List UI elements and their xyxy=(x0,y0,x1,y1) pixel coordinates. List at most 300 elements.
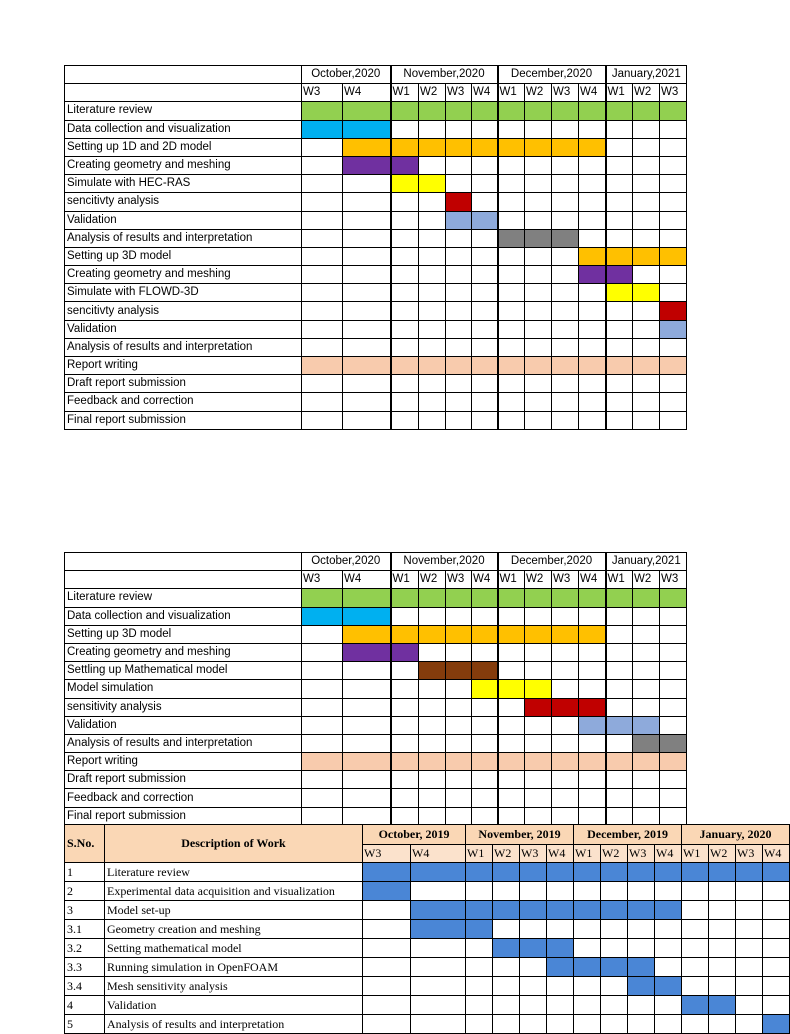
timeline-cell xyxy=(419,266,446,284)
timeline-cell xyxy=(419,589,446,607)
schedule-timeline-cell xyxy=(574,939,601,958)
task-label: Feedback and correction xyxy=(65,393,302,411)
task-label: Analysis of results and interpretation xyxy=(65,734,302,752)
schedule-timeline-cell xyxy=(736,958,763,977)
timeline-cell xyxy=(472,411,498,429)
timeline-cell xyxy=(472,284,498,302)
timeline-cell xyxy=(419,698,446,716)
timeline-cell xyxy=(498,698,525,716)
timeline-cell xyxy=(446,211,472,229)
timeline-cell xyxy=(660,393,687,411)
corner-cell xyxy=(65,66,302,84)
corner-cell xyxy=(65,571,302,589)
task-row xyxy=(65,193,687,211)
timeline-cell xyxy=(579,607,606,625)
timeline-cell xyxy=(660,807,687,825)
timeline-cell xyxy=(391,375,419,393)
schedule-timeline-cell xyxy=(520,1015,547,1034)
timeline-cell xyxy=(391,771,419,789)
timeline-cell xyxy=(446,156,472,174)
timeline-cell xyxy=(302,229,343,247)
timeline-cell xyxy=(391,211,419,229)
corner-cell xyxy=(65,553,302,571)
timeline-cell xyxy=(446,102,472,120)
timeline-cell xyxy=(552,753,579,771)
timeline-cell xyxy=(419,734,446,752)
task-label: Data collection and visualization xyxy=(65,120,302,138)
timeline-cell xyxy=(419,680,446,698)
schedule-timeline-cell xyxy=(547,863,574,882)
schedule-timeline-cell xyxy=(682,920,709,939)
timeline-cell xyxy=(633,411,660,429)
timeline-cell xyxy=(579,138,606,156)
timeline-cell xyxy=(525,411,552,429)
schedule-timeline-cell xyxy=(709,863,736,882)
schedule-week-header: W1 xyxy=(574,845,601,863)
schedule-timeline-cell xyxy=(601,920,628,939)
schedule-timeline-cell xyxy=(466,996,493,1015)
schedule-month-header: January, 2020 xyxy=(682,825,790,845)
timeline-cell xyxy=(552,338,579,356)
timeline-cell xyxy=(498,138,525,156)
task-row xyxy=(65,102,687,120)
sno-cell: 3.2 xyxy=(65,939,105,958)
timeline-cell xyxy=(302,589,343,607)
timeline-cell xyxy=(579,753,606,771)
timeline-cell xyxy=(606,411,633,429)
timeline-cell xyxy=(579,734,606,752)
schedule-week-header: W2 xyxy=(493,845,520,863)
task-row xyxy=(65,284,687,302)
timeline-cell xyxy=(606,662,633,680)
timeline-cell xyxy=(446,284,472,302)
task-label: Report writing xyxy=(65,753,302,771)
timeline-cell xyxy=(498,607,525,625)
timeline-cell xyxy=(660,643,687,661)
sno-cell: 3.3 xyxy=(65,958,105,977)
timeline-cell xyxy=(525,266,552,284)
timeline-cell xyxy=(660,716,687,734)
schedule-timeline-cell xyxy=(628,939,655,958)
timeline-cell xyxy=(472,175,498,193)
timeline-cell xyxy=(552,120,579,138)
timeline-cell xyxy=(579,789,606,807)
timeline-cell xyxy=(525,680,552,698)
timeline-cell xyxy=(633,753,660,771)
week-header: W1 xyxy=(498,571,525,589)
schedule-week-header: W4 xyxy=(655,845,682,863)
task-row xyxy=(65,138,687,156)
timeline-cell xyxy=(552,284,579,302)
schedule-timeline-cell xyxy=(763,996,790,1015)
timeline-cell xyxy=(579,589,606,607)
timeline-cell xyxy=(343,411,391,429)
timeline-cell xyxy=(391,393,419,411)
timeline-cell xyxy=(472,338,498,356)
timeline-cell xyxy=(633,120,660,138)
schedule-timeline-cell xyxy=(709,901,736,920)
sno-cell: 3 xyxy=(65,901,105,920)
timeline-cell xyxy=(498,716,525,734)
week-header: W4 xyxy=(472,571,498,589)
timeline-cell xyxy=(472,753,498,771)
timeline-cell xyxy=(498,357,525,375)
timeline-cell xyxy=(391,138,419,156)
schedule-timeline-cell xyxy=(628,1015,655,1034)
gantt-table-3d xyxy=(64,552,687,826)
week-header: W3 xyxy=(552,84,579,102)
schedule-timeline-cell xyxy=(493,901,520,920)
timeline-cell xyxy=(633,807,660,825)
timeline-cell xyxy=(579,338,606,356)
timeline-cell xyxy=(391,625,419,643)
timeline-cell xyxy=(552,320,579,338)
timeline-cell xyxy=(660,698,687,716)
timeline-cell xyxy=(472,662,498,680)
timeline-cell xyxy=(498,375,525,393)
timeline-cell xyxy=(633,734,660,752)
schedule-timeline-cell xyxy=(682,977,709,996)
timeline-cell xyxy=(419,662,446,680)
timeline-cell xyxy=(633,607,660,625)
schedule-timeline-cell xyxy=(628,920,655,939)
timeline-cell xyxy=(552,156,579,174)
schedule-timeline-cell xyxy=(547,996,574,1015)
schedule-timeline-cell xyxy=(682,958,709,977)
timeline-cell xyxy=(472,716,498,734)
timeline-cell xyxy=(525,393,552,411)
task-label: Feedback and correction xyxy=(65,789,302,807)
timeline-cell xyxy=(343,357,391,375)
timeline-cell xyxy=(660,247,687,265)
timeline-cell xyxy=(660,771,687,789)
schedule-timeline-cell xyxy=(547,977,574,996)
sno-header: S.No. xyxy=(65,825,105,863)
timeline-cell xyxy=(343,156,391,174)
timeline-cell xyxy=(525,247,552,265)
task-label: Setting up 3D model xyxy=(65,247,302,265)
schedule-timeline-cell xyxy=(411,920,466,939)
timeline-cell xyxy=(660,120,687,138)
timeline-cell xyxy=(472,589,498,607)
timeline-cell xyxy=(633,247,660,265)
timeline-cell xyxy=(525,357,552,375)
timeline-cell xyxy=(552,589,579,607)
timeline-cell xyxy=(391,589,419,607)
task-row xyxy=(65,229,687,247)
task-row xyxy=(65,266,687,284)
timeline-cell xyxy=(343,680,391,698)
schedule-timeline-cell xyxy=(709,958,736,977)
schedule-timeline-cell xyxy=(520,882,547,901)
schedule-timeline-cell xyxy=(363,882,411,901)
timeline-cell xyxy=(633,284,660,302)
task-row xyxy=(65,302,687,320)
timeline-cell xyxy=(472,771,498,789)
timeline-cell xyxy=(633,625,660,643)
timeline-cell xyxy=(446,320,472,338)
timeline-cell xyxy=(552,266,579,284)
schedule-timeline-cell xyxy=(363,901,411,920)
timeline-cell xyxy=(660,589,687,607)
timeline-cell xyxy=(606,680,633,698)
timeline-cell xyxy=(419,156,446,174)
schedule-week-header: W4 xyxy=(763,845,790,863)
timeline-cell xyxy=(498,266,525,284)
schedule-timeline-cell xyxy=(601,996,628,1015)
schedule-timeline-cell xyxy=(520,958,547,977)
timeline-cell xyxy=(579,247,606,265)
timeline-cell xyxy=(606,193,633,211)
timeline-cell xyxy=(302,138,343,156)
timeline-cell xyxy=(525,734,552,752)
schedule-timeline-cell xyxy=(628,863,655,882)
timeline-cell xyxy=(446,138,472,156)
schedule-week-header: W3 xyxy=(736,845,763,863)
timeline-cell xyxy=(660,338,687,356)
task-row xyxy=(65,716,687,734)
schedule-week-header: W1 xyxy=(682,845,709,863)
week-header: W4 xyxy=(343,84,391,102)
timeline-cell xyxy=(498,229,525,247)
schedule-timeline-cell xyxy=(601,958,628,977)
timeline-cell xyxy=(391,247,419,265)
schedule-timeline-cell xyxy=(466,901,493,920)
week-header: W4 xyxy=(472,84,498,102)
timeline-cell xyxy=(343,753,391,771)
task-label: Analysis of results and interpretation xyxy=(65,229,302,247)
timeline-cell xyxy=(419,807,446,825)
timeline-cell xyxy=(525,229,552,247)
schedule-timeline-cell xyxy=(763,1015,790,1034)
timeline-cell xyxy=(606,338,633,356)
timeline-cell xyxy=(498,625,525,643)
task-row xyxy=(65,393,687,411)
timeline-cell xyxy=(302,643,343,661)
week-header: W3 xyxy=(552,571,579,589)
timeline-cell xyxy=(472,789,498,807)
timeline-cell xyxy=(525,607,552,625)
timeline-cell xyxy=(446,338,472,356)
timeline-cell xyxy=(606,698,633,716)
task-label: Setting up 3D model xyxy=(65,625,302,643)
timeline-cell xyxy=(446,807,472,825)
schedule-week-header: W4 xyxy=(547,845,574,863)
timeline-cell xyxy=(343,807,391,825)
timeline-cell xyxy=(579,211,606,229)
timeline-cell xyxy=(446,357,472,375)
timeline-cell xyxy=(472,211,498,229)
timeline-cell xyxy=(343,247,391,265)
schedule-timeline-cell xyxy=(709,977,736,996)
schedule-timeline-cell xyxy=(547,901,574,920)
schedule-timeline-cell xyxy=(682,863,709,882)
schedule-timeline-cell xyxy=(601,1015,628,1034)
timeline-cell xyxy=(391,357,419,375)
schedule-timeline-cell xyxy=(709,1015,736,1034)
timeline-cell xyxy=(498,247,525,265)
schedule-timeline-cell xyxy=(763,901,790,920)
task-label: Validation xyxy=(65,320,302,338)
timeline-cell xyxy=(552,375,579,393)
task-row xyxy=(65,375,687,393)
timeline-cell xyxy=(302,320,343,338)
timeline-cell xyxy=(343,193,391,211)
timeline-cell xyxy=(391,266,419,284)
schedule-timeline-cell xyxy=(520,901,547,920)
timeline-cell xyxy=(302,807,343,825)
timeline-cell xyxy=(552,193,579,211)
task-label: Creating geometry and meshing xyxy=(65,266,302,284)
task-row xyxy=(65,771,687,789)
sno-cell: 2 xyxy=(65,882,105,901)
sno-cell: 3.4 xyxy=(65,977,105,996)
schedule-timeline-cell xyxy=(466,977,493,996)
timeline-cell xyxy=(343,211,391,229)
schedule-timeline-cell xyxy=(655,882,682,901)
timeline-cell xyxy=(302,625,343,643)
timeline-cell xyxy=(552,643,579,661)
timeline-cell xyxy=(525,193,552,211)
timeline-cell xyxy=(552,662,579,680)
timeline-cell xyxy=(391,284,419,302)
timeline-cell xyxy=(419,357,446,375)
timeline-cell xyxy=(446,411,472,429)
timeline-cell xyxy=(525,753,552,771)
timeline-cell xyxy=(606,302,633,320)
timeline-cell xyxy=(579,120,606,138)
task-row xyxy=(65,411,687,429)
timeline-cell xyxy=(419,175,446,193)
schedule-timeline-cell xyxy=(547,1015,574,1034)
timeline-cell xyxy=(302,193,343,211)
timeline-cell xyxy=(302,284,343,302)
timeline-cell xyxy=(419,753,446,771)
timeline-cell xyxy=(498,175,525,193)
timeline-cell xyxy=(498,211,525,229)
timeline-cell xyxy=(446,698,472,716)
schedule-timeline-cell xyxy=(709,939,736,958)
timeline-cell xyxy=(525,120,552,138)
schedule-timeline-cell xyxy=(736,882,763,901)
timeline-cell xyxy=(343,138,391,156)
timeline-cell xyxy=(472,247,498,265)
schedule-timeline-cell xyxy=(363,939,411,958)
timeline-cell xyxy=(552,625,579,643)
description-cell: Experimental data acquisition and visualization xyxy=(105,882,363,901)
schedule-timeline-cell xyxy=(574,920,601,939)
timeline-cell xyxy=(343,716,391,734)
timeline-cell xyxy=(391,680,419,698)
timeline-cell xyxy=(552,698,579,716)
schedule-row xyxy=(65,882,790,901)
timeline-cell xyxy=(606,625,633,643)
timeline-cell xyxy=(552,789,579,807)
schedule-timeline-cell xyxy=(709,882,736,901)
week-header: W3 xyxy=(302,84,343,102)
schedule-timeline-cell xyxy=(411,863,466,882)
schedule-timeline-cell xyxy=(411,958,466,977)
timeline-cell xyxy=(606,120,633,138)
schedule-timeline-cell xyxy=(363,863,411,882)
timeline-cell xyxy=(391,607,419,625)
schedule-timeline-cell xyxy=(682,996,709,1015)
timeline-cell xyxy=(472,156,498,174)
timeline-cell xyxy=(343,789,391,807)
timeline-cell xyxy=(633,175,660,193)
schedule-timeline-cell xyxy=(574,863,601,882)
schedule-timeline-cell xyxy=(363,1015,411,1034)
task-row xyxy=(65,753,687,771)
timeline-cell xyxy=(552,302,579,320)
timeline-cell xyxy=(633,662,660,680)
timeline-cell xyxy=(660,320,687,338)
timeline-cell xyxy=(343,662,391,680)
timeline-cell xyxy=(525,138,552,156)
timeline-cell xyxy=(472,102,498,120)
schedule-timeline-cell xyxy=(763,939,790,958)
schedule-timeline-cell xyxy=(520,939,547,958)
schedule-timeline-cell xyxy=(736,1015,763,1034)
sno-cell: 4 xyxy=(65,996,105,1015)
timeline-cell xyxy=(419,625,446,643)
timeline-cell xyxy=(446,393,472,411)
timeline-cell xyxy=(606,753,633,771)
timeline-cell xyxy=(419,411,446,429)
task-label: Draft report submission xyxy=(65,771,302,789)
timeline-cell xyxy=(391,698,419,716)
timeline-cell xyxy=(302,302,343,320)
timeline-cell xyxy=(660,680,687,698)
timeline-cell xyxy=(446,120,472,138)
timeline-cell xyxy=(579,411,606,429)
task-row xyxy=(65,789,687,807)
schedule-timeline-cell xyxy=(547,920,574,939)
task-row xyxy=(65,807,687,825)
timeline-cell xyxy=(446,716,472,734)
schedule-timeline-cell xyxy=(601,882,628,901)
schedule-timeline-cell xyxy=(411,901,466,920)
timeline-cell xyxy=(660,734,687,752)
schedule-timeline-cell xyxy=(763,882,790,901)
timeline-cell xyxy=(525,320,552,338)
timeline-cell xyxy=(660,302,687,320)
week-header: W4 xyxy=(343,571,391,589)
task-label: Analysis of results and interpretation xyxy=(65,338,302,356)
schedule-week-header: W3 xyxy=(628,845,655,863)
schedule-timeline-cell xyxy=(628,977,655,996)
timeline-cell xyxy=(633,229,660,247)
timeline-cell xyxy=(446,680,472,698)
schedule-timeline-cell xyxy=(574,901,601,920)
sno-cell: 3.1 xyxy=(65,920,105,939)
timeline-cell xyxy=(606,734,633,752)
schedule-timeline-cell xyxy=(411,939,466,958)
timeline-cell xyxy=(472,320,498,338)
timeline-cell xyxy=(419,607,446,625)
sno-cell: 1 xyxy=(65,863,105,882)
timeline-cell xyxy=(472,607,498,625)
schedule-week-header: W1 xyxy=(466,845,493,863)
week-header: W3 xyxy=(302,571,343,589)
timeline-cell xyxy=(498,680,525,698)
timeline-cell xyxy=(660,266,687,284)
timeline-cell xyxy=(472,643,498,661)
timeline-cell xyxy=(472,680,498,698)
schedule-timeline-cell xyxy=(520,863,547,882)
schedule-timeline-cell xyxy=(709,920,736,939)
schedule-timeline-cell xyxy=(574,958,601,977)
